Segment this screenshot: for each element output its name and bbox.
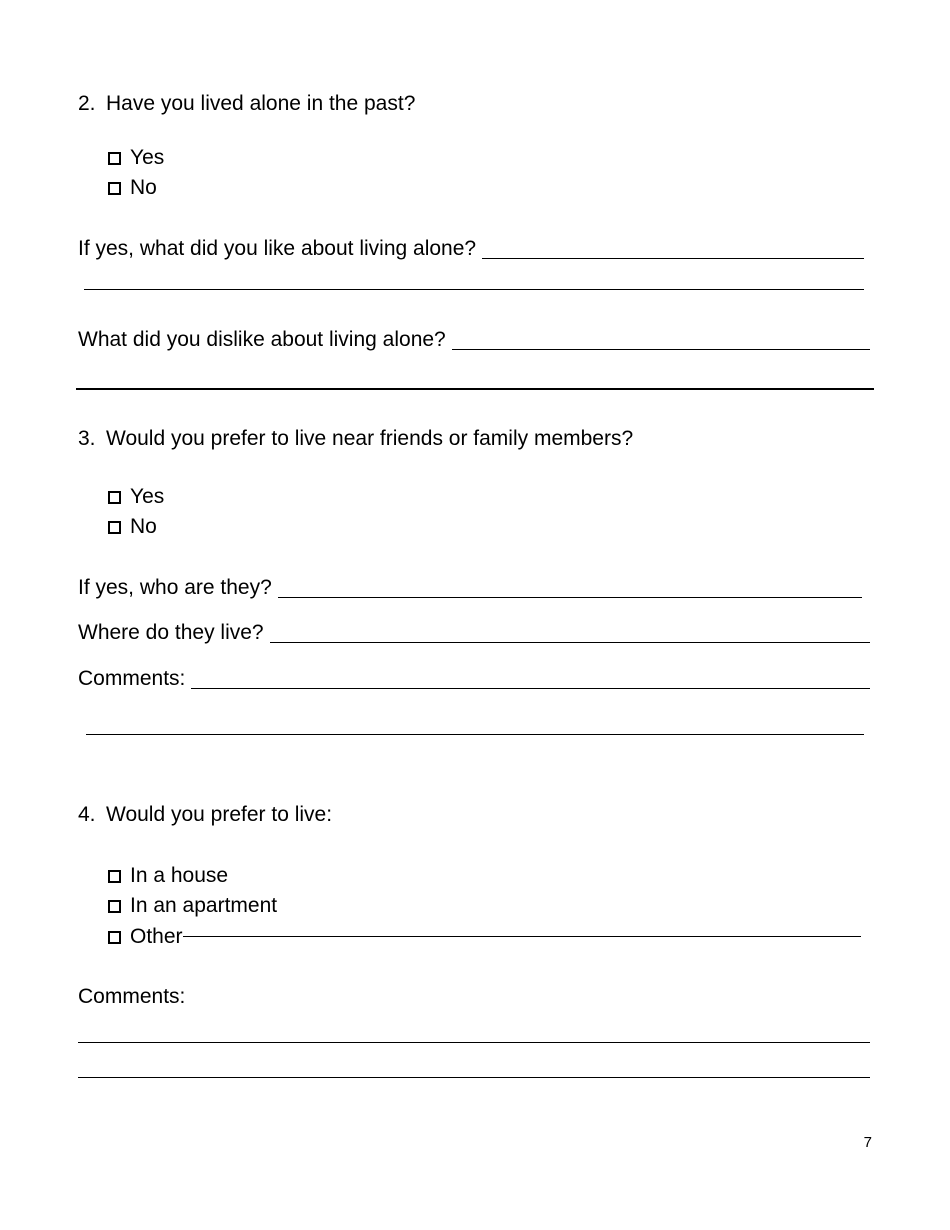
page-number: 7 — [863, 1134, 872, 1151]
q3-where-label: Where do they live? — [78, 621, 264, 644]
q2-dislike-label: What did you dislike about living alone? — [78, 328, 446, 351]
q3-who-label: If yes, who are they? — [78, 576, 272, 599]
q3-comments-field[interactable] — [78, 666, 870, 692]
q3-yes-checkbox[interactable] — [108, 491, 121, 504]
q4-other-line[interactable] — [183, 935, 861, 937]
q3-where-line[interactable] — [270, 641, 870, 643]
q3-who-line[interactable] — [278, 596, 862, 598]
q4-apartment-checkbox[interactable] — [108, 900, 121, 913]
question-3-number: 3. — [78, 427, 96, 450]
q4-apartment-label: In an apartment — [130, 894, 278, 917]
q3-option-yes[interactable] — [108, 484, 164, 510]
question-2-text: Have you lived alone in the past? — [106, 92, 416, 115]
q3-yes-label: Yes — [130, 485, 165, 508]
q3-no-label: No — [130, 515, 157, 538]
q4-other-checkbox[interactable] — [108, 931, 121, 944]
q2-like-field[interactable] — [78, 236, 864, 262]
q2-no-label: No — [130, 176, 157, 199]
question-3 — [78, 426, 633, 452]
q3-comments-line[interactable] — [191, 687, 870, 689]
q3-comments-label: Comments: — [78, 667, 186, 690]
q2-yes-checkbox[interactable] — [108, 152, 121, 165]
q4-comments-line-2[interactable] — [78, 1077, 870, 1078]
q2-option-no[interactable] — [108, 175, 157, 201]
q2-dislike-field[interactable] — [78, 327, 870, 353]
q3-who-field[interactable] — [78, 575, 862, 601]
q4-comments-label: Comments: — [78, 985, 186, 1008]
q4-option-house[interactable] — [108, 863, 228, 889]
q2-like-label: If yes, what did you like about living alone? — [78, 237, 477, 260]
question-4-text: Would you prefer to live: — [106, 803, 333, 826]
q3-no-checkbox[interactable] — [108, 521, 121, 534]
q4-option-apartment[interactable] — [108, 893, 277, 919]
q2-dislike-line[interactable] — [452, 348, 870, 350]
q2-no-checkbox[interactable] — [108, 182, 121, 195]
question-4 — [78, 802, 332, 828]
q4-other-label: Other — [130, 925, 183, 948]
q4-comments-line-1[interactable] — [78, 1042, 870, 1043]
question-3-text: Would you prefer to live near friends or family members? — [106, 427, 634, 450]
q4-house-checkbox[interactable] — [108, 870, 121, 883]
q2-like-continuation-line[interactable] — [84, 289, 864, 290]
question-2 — [78, 91, 415, 117]
q2-option-yes[interactable] — [108, 145, 164, 171]
q2-yes-label: Yes — [130, 146, 165, 169]
q4-option-other[interactable] — [108, 924, 861, 950]
q4-house-label: In a house — [130, 864, 229, 887]
question-2-number: 2. — [78, 92, 96, 115]
q3-comments-continuation-line[interactable] — [86, 734, 864, 735]
q2-like-line[interactable] — [482, 257, 864, 259]
q3-where-field[interactable] — [78, 620, 870, 646]
q3-option-no[interactable] — [108, 514, 157, 540]
question-4-number: 4. — [78, 803, 96, 826]
section-divider — [76, 388, 874, 390]
